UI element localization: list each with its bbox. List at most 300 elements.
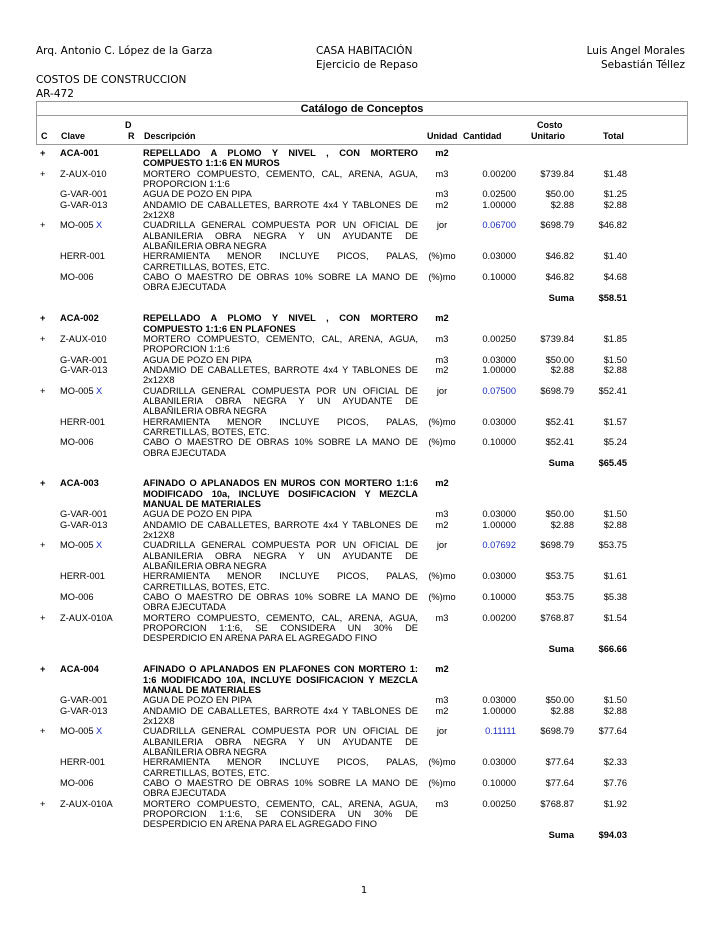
item-costo-unitario: $50.00 [545, 509, 574, 520]
item-cantidad: 0.00200 [482, 612, 516, 623]
suma-total: $94.03 [598, 829, 627, 840]
item-total: $1.57 [603, 416, 627, 427]
item-description: ALBANILERIA OBRA NEGRA Y UN AYUDANTE DE [143, 550, 418, 561]
item-cantidad: 0.07692 [482, 540, 516, 551]
item-description: AGUA DE POZO EN PIPA [143, 695, 252, 706]
section-spacer [36, 468, 686, 478]
item-description: OBRA EJECUTADA [143, 282, 226, 293]
item-total: $1.40 [603, 251, 627, 262]
item-cantidad: 0.03000 [482, 354, 516, 365]
item-cantidad: 0.03000 [482, 251, 516, 262]
item-row-continuation [36, 427, 686, 437]
item-description: AGUA DE POZO EN PIPA [143, 509, 252, 520]
suma-label: Suma [548, 457, 574, 468]
item-costo-unitario: $2.88 [550, 364, 574, 375]
item-clave: G-VAR-013 [60, 705, 108, 716]
item-costo-unitario: $46.82 [545, 272, 574, 283]
item-total: $5.38 [603, 592, 627, 603]
concept-row-continuation [36, 675, 686, 685]
item-costo-unitario: $77.64 [545, 777, 574, 788]
item-description: CABO O MAESTRO DE OBRAS 10% SOBRE LA MANO DE [143, 272, 418, 283]
item-description: PROPORCION 1:1:6, SE CONSIDERA UN 30% DE [143, 808, 418, 819]
item-description: ALBAÑILERIA OBRA NEGRA [143, 561, 267, 572]
item-row [36, 592, 686, 602]
suma-label: Suma [548, 829, 574, 840]
item-clave: MO-006 [60, 777, 94, 788]
item-description: HERRAMIENTA MENOR INCLUYE PICOS, PALAS, [143, 416, 418, 427]
expand-plus-icon: + [40, 313, 46, 324]
item-unidad: (%)mo [428, 571, 456, 582]
item-clave: MO-005 [60, 726, 94, 737]
expand-plus-icon: + [40, 220, 46, 231]
item-row [36, 540, 686, 550]
item-description: CABO O MAESTRO DE OBRAS 10% SOBRE LA MANO DE [143, 437, 418, 448]
item-description: ALBAÑILERIA OBRA NEGRA [143, 406, 267, 417]
item-row [36, 355, 686, 365]
item-unidad: jor [436, 385, 448, 396]
item-total: $53.75 [598, 540, 627, 551]
concept-description: REPELLADO A PLOMO Y NIVEL , CON MORTERO [143, 148, 418, 158]
concept-unidad: m2 [435, 478, 449, 489]
item-description: ANDAMIO DE CABALLETES, BARROTE 4x4 Y TABLONES DE [143, 199, 418, 210]
item-costo-unitario: $53.75 [545, 571, 574, 582]
item-x-mark: X [96, 220, 103, 231]
concept-description: COMPUESTO 1:1:6 EN MUROS [143, 158, 280, 169]
item-unidad: m3 [435, 695, 449, 706]
item-description: ANDAMIO DE CABALLETES, BARROTE 4x4 Y TABLONES DE [143, 519, 418, 530]
item-clave: Z-AUX-010A [60, 612, 113, 623]
concept-description: MANUAL DE MATERIALES [143, 684, 261, 695]
concept-description: MODIFICADO 10a, INCLUYE DOSIFICACION Y MEZCLA [143, 488, 418, 499]
concept-description: AFINADO O APLANADOS EN PLAFONES CON MORTERO 1: [143, 664, 418, 675]
item-row-continuation [36, 406, 686, 416]
item-row-continuation [36, 530, 686, 540]
item-description: HERRAMIENTA MENOR INCLUYE PICOS, PALAS, [143, 251, 418, 262]
item-x-mark: X [96, 726, 103, 737]
item-row-continuation [36, 179, 686, 189]
concept-row-continuation [36, 158, 686, 168]
item-total: $52.41 [598, 385, 627, 396]
catalog-title: Catálogo de Conceptos [36, 101, 688, 116]
concept-clave: ACA-002 [60, 313, 99, 324]
item-total: $1.50 [603, 509, 627, 520]
item-description: 2x12X8 [143, 715, 175, 726]
item-description: MORTERO COMPUESTO, CEMENTO, CAL, ARENA, AGUA, [143, 798, 418, 809]
item-cantidad: 0.10000 [482, 272, 516, 283]
item-unidad: m3 [435, 612, 449, 623]
item-cantidad: 0.03000 [482, 416, 516, 427]
item-description: DESPERDICIO EN ARENA PARA EL AGREGADO FINO [143, 819, 378, 830]
item-description: ALBANILERIA OBRA NEGRA Y UN AYUDANTE DE [143, 230, 418, 241]
item-description: CARRETILLAS, BOTES, ETC. [143, 767, 270, 778]
item-total: $1.54 [603, 612, 627, 623]
item-description: ANDAMIO DE CABALLETES, BARROTE 4x4 Y TABLONES DE [143, 705, 418, 716]
concept-description: REPELLADO A PLOMO Y NIVEL , CON MORTERO [143, 313, 418, 324]
item-row-continuation [36, 448, 686, 458]
item-total: $1.48 [603, 168, 627, 179]
concept-row-continuation [36, 489, 686, 499]
expand-plus-icon: + [40, 664, 46, 675]
item-description: ALBANILERIA OBRA NEGRA Y UN AYUDANTE DE [143, 395, 418, 406]
item-clave: MO-005 [60, 385, 94, 396]
item-costo-unitario: $698.79 [540, 385, 574, 396]
item-row-continuation [36, 231, 686, 241]
item-unidad: (%)mo [428, 416, 456, 427]
concept-row-continuation [36, 324, 686, 334]
concept-row [36, 148, 686, 158]
col-clave: Clave [61, 131, 86, 141]
suma-row [36, 644, 686, 654]
document-title: CASA HABITACIÓN [316, 45, 413, 57]
item-clave: G-VAR-013 [60, 519, 108, 530]
item-costo-unitario: $2.88 [550, 519, 574, 530]
item-total: $4.68 [603, 272, 627, 283]
item-description: AGUA DE POZO EN PIPA [143, 189, 252, 200]
item-unidad: m3 [435, 798, 449, 809]
page-number: 1 [360, 885, 368, 896]
item-description: CUADRILLA GENERAL COMPUESTA POR UN OFICIAL DE [143, 220, 418, 231]
item-description: 2x12X8 [143, 530, 175, 541]
item-description: ALBAÑILERIA OBRA NEGRA [143, 746, 267, 757]
item-unidad: m2 [435, 199, 449, 210]
concept-row [36, 478, 686, 488]
item-row [36, 272, 686, 282]
item-clave: G-VAR-013 [60, 199, 108, 210]
expand-plus-icon: + [40, 798, 46, 809]
item-costo-unitario: $46.82 [545, 251, 574, 262]
item-costo-unitario: $739.84 [540, 333, 574, 344]
item-description: PROPORCION 1:1:6 [143, 344, 230, 355]
item-clave: G-VAR-001 [60, 695, 108, 706]
item-cantidad: 0.03000 [482, 757, 516, 768]
item-cantidad: 0.10000 [482, 437, 516, 448]
item-row-continuation [36, 633, 686, 643]
item-unidad: m3 [435, 189, 449, 200]
concept-row-continuation [36, 685, 686, 695]
item-unidad: jor [436, 726, 448, 737]
item-description: 2x12X8 [143, 210, 175, 221]
item-clave: HERR-001 [60, 416, 105, 427]
item-row-continuation [36, 210, 686, 220]
item-row-continuation [36, 241, 686, 251]
item-row-continuation [36, 375, 686, 385]
item-x-mark: X [96, 385, 103, 396]
suma-total: $66.66 [598, 643, 627, 654]
item-costo-unitario: $768.87 [540, 612, 574, 623]
col-unidad: Unidad [427, 131, 458, 141]
item-cantidad: 0.00250 [482, 798, 516, 809]
item-clave: HERR-001 [60, 571, 105, 582]
item-costo-unitario: $698.79 [540, 540, 574, 551]
item-cantidad: 0.00250 [482, 333, 516, 344]
item-costo-unitario: $739.84 [540, 168, 574, 179]
item-total: $7.76 [603, 777, 627, 788]
suma-row [36, 293, 686, 303]
item-row [36, 365, 686, 375]
item-unidad: (%)mo [428, 437, 456, 448]
item-costo-unitario: $52.41 [545, 416, 574, 427]
item-cantidad: 0.07500 [482, 385, 516, 396]
item-unidad: (%)mo [428, 251, 456, 262]
item-description: CUADRILLA GENERAL COMPUESTA POR UN OFICIAL DE [143, 385, 418, 396]
item-total: $5.24 [603, 437, 627, 448]
concept-row [36, 313, 686, 323]
item-row [36, 386, 686, 396]
item-total: $1.50 [603, 354, 627, 365]
item-clave: G-VAR-001 [60, 509, 108, 520]
concept-unidad: m2 [435, 313, 449, 324]
col-d: D [125, 120, 132, 130]
item-cantidad: 1.00000 [482, 519, 516, 530]
item-clave: Z-AUX-010 [60, 168, 107, 179]
item-costo-unitario: $2.88 [550, 705, 574, 716]
item-total: $2.88 [603, 519, 627, 530]
author-right-1: Luis Angel Morales [586, 45, 685, 57]
item-row-continuation [36, 768, 686, 778]
item-row [36, 251, 686, 261]
author-right-2: Sebastián Téllez [600, 59, 685, 71]
item-cantidad: 0.02500 [482, 189, 516, 200]
item-description: CUADRILLA GENERAL COMPUESTA POR UN OFICIAL DE [143, 726, 418, 737]
suma-label: Suma [548, 292, 574, 303]
item-unidad: (%)mo [428, 777, 456, 788]
item-description: CABO O MAESTRO DE OBRAS 10% SOBRE LA MANO DE [143, 592, 418, 603]
suma-row [36, 830, 686, 840]
item-row-continuation [36, 551, 686, 561]
item-row [36, 571, 686, 581]
item-description: ALBANILERIA OBRA NEGRA Y UN AYUDANTE DE [143, 736, 418, 747]
concept-description: COMPUESTO 1:1:6 EN PLAFONES [143, 323, 296, 334]
item-clave: Z-AUX-010 [60, 333, 107, 344]
item-row [36, 706, 686, 716]
item-clave: G-VAR-001 [60, 354, 108, 365]
col-c: C [41, 131, 48, 141]
item-clave: MO-005 [60, 540, 94, 551]
expand-plus-icon: + [40, 726, 46, 737]
item-clave: MO-006 [60, 437, 94, 448]
item-description: CABO O MAESTRO DE OBRAS 10% SOBRE LA MANO DE [143, 777, 418, 788]
item-description: 2x12X8 [143, 375, 175, 386]
item-description: MORTERO COMPUESTO, CEMENTO, CAL, ARENA, AGUA, [143, 333, 418, 344]
expand-plus-icon: + [40, 148, 46, 158]
item-unidad: jor [436, 220, 448, 231]
item-row [36, 200, 686, 210]
item-clave: MO-005 [60, 220, 94, 231]
item-row-continuation [36, 582, 686, 592]
item-total: $1.61 [603, 571, 627, 582]
item-row-continuation [36, 396, 686, 406]
item-costo-unitario: $50.00 [545, 695, 574, 706]
concept-description: MANUAL DE MATERIALES [143, 499, 261, 509]
section-spacer [36, 303, 686, 313]
expand-plus-icon: + [40, 333, 46, 344]
item-cantidad: 0.03000 [482, 509, 516, 520]
expand-plus-icon: + [40, 612, 46, 623]
item-description: CARRETILLAS, BOTES, ETC. [143, 581, 270, 592]
item-cantidad: 0.03000 [482, 695, 516, 706]
item-clave: HERR-001 [60, 251, 105, 262]
course-name: COSTOS DE CONSTRUCCION [36, 74, 187, 86]
item-row [36, 778, 686, 788]
item-unidad: (%)mo [428, 592, 456, 603]
item-row-continuation [36, 819, 686, 829]
expand-plus-icon: + [40, 168, 46, 179]
item-description: CUADRILLA GENERAL COMPUESTA POR UN OFICIAL DE [143, 540, 418, 551]
concept-table [36, 148, 686, 840]
item-description: ANDAMIO DE CABALLETES, BARROTE 4x4 Y TABLONES DE [143, 364, 418, 375]
col-cantidad: Cantidad [463, 131, 502, 141]
author-left: Arq. Antonio C. López de la Garza [36, 45, 213, 57]
item-cantidad: 0.11111 [485, 726, 516, 737]
item-costo-unitario: $768.87 [540, 798, 574, 809]
item-cantidad: 1.00000 [482, 199, 516, 210]
item-description: OBRA EJECUTADA [143, 602, 226, 613]
item-cantidad: 0.10000 [482, 777, 516, 788]
col-r: R [128, 131, 135, 141]
item-row [36, 726, 686, 736]
item-description: HERRAMIENTA MENOR INCLUYE PICOS, PALAS, [143, 757, 418, 768]
item-costo-unitario: $53.75 [545, 592, 574, 603]
item-cantidad: 1.00000 [482, 364, 516, 375]
item-row [36, 509, 686, 519]
item-row-continuation [36, 788, 686, 798]
item-unidad: (%)mo [428, 272, 456, 283]
item-row-continuation [36, 737, 686, 747]
column-header-row [36, 115, 688, 145]
item-row [36, 799, 686, 809]
col-total: Total [603, 131, 624, 141]
item-row-continuation [36, 561, 686, 571]
item-row [36, 437, 686, 447]
concept-clave: ACA-003 [60, 478, 99, 489]
item-costo-unitario: $50.00 [545, 354, 574, 365]
item-row-continuation [36, 747, 686, 757]
item-row-continuation [36, 344, 686, 354]
item-cantidad: 0.06700 [482, 220, 516, 231]
item-total: $2.33 [603, 757, 627, 768]
item-cantidad: 0.03000 [482, 571, 516, 582]
item-description: MORTERO COMPUESTO, CEMENTO, CAL, ARENA, AGUA, [143, 168, 418, 179]
item-unidad: jor [436, 540, 448, 551]
concept-description: AFINADO O APLANADOS EN MUROS CON MORTERO 1:1:6 [143, 478, 418, 489]
suma-label: Suma [548, 643, 574, 654]
item-clave: G-VAR-013 [60, 364, 108, 375]
item-row-continuation [36, 809, 686, 819]
item-unidad: m3 [435, 509, 449, 520]
item-total: $1.25 [603, 189, 627, 200]
item-total: $2.88 [603, 364, 627, 375]
item-description: CARRETILLAS, BOTES, ETC. [143, 426, 270, 437]
item-description: AGUA DE POZO EN PIPA [143, 354, 252, 365]
item-unidad: m3 [435, 354, 449, 365]
item-unidad: m2 [435, 364, 449, 375]
item-unidad: m2 [435, 519, 449, 530]
suma-row [36, 458, 686, 468]
expand-plus-icon: + [40, 478, 46, 489]
item-description: OBRA EJECUTADA [143, 447, 226, 458]
item-description: ALBAÑILERIA OBRA NEGRA [143, 241, 267, 252]
item-unidad: m2 [435, 705, 449, 716]
suma-total: $65.45 [598, 457, 627, 468]
item-row-continuation [36, 262, 686, 272]
item-cantidad: 1.00000 [482, 705, 516, 716]
concept-unidad: m2 [435, 148, 449, 158]
item-x-mark: X [96, 540, 103, 551]
item-costo-unitario: $52.41 [545, 437, 574, 448]
item-description: PROPORCION 1:1:6, SE CONSIDERA UN 30% DE [143, 623, 418, 634]
item-unidad: (%)mo [428, 757, 456, 768]
item-clave: G-VAR-001 [60, 189, 108, 200]
item-costo-unitario: $698.79 [540, 220, 574, 231]
suma-total: $58.51 [598, 292, 627, 303]
item-row [36, 169, 686, 179]
item-unidad: m3 [435, 333, 449, 344]
item-description: DESPERDICIO EN ARENA PARA EL AGREGADO FINO [143, 633, 378, 644]
item-costo-unitario: $50.00 [545, 189, 574, 200]
item-row [36, 757, 686, 767]
expand-plus-icon: + [40, 540, 46, 551]
concept-clave: ACA-004 [60, 664, 99, 675]
item-row [36, 613, 686, 623]
item-row [36, 334, 686, 344]
expand-plus-icon: + [40, 385, 46, 396]
item-row [36, 417, 686, 427]
item-description: OBRA EJECUTADA [143, 788, 226, 799]
concept-row-continuation [36, 499, 686, 509]
item-costo-unitario: $2.88 [550, 199, 574, 210]
item-costo-unitario: $698.79 [540, 726, 574, 737]
item-clave: MO-006 [60, 592, 94, 603]
item-costo-unitario: $77.64 [545, 757, 574, 768]
item-total: $46.82 [598, 220, 627, 231]
col-unitario: Unitario [531, 131, 566, 141]
item-description: MORTERO COMPUESTO, CEMENTO, CAL, ARENA, AGUA, [143, 612, 418, 623]
section-spacer [36, 654, 686, 664]
concept-clave: ACA-001 [60, 148, 99, 158]
item-row [36, 189, 686, 199]
item-clave: MO-006 [60, 272, 94, 283]
item-unidad: m3 [435, 168, 449, 179]
item-cantidad: 0.10000 [482, 592, 516, 603]
item-total: $2.88 [603, 199, 627, 210]
col-descripcion: Descripción [144, 131, 196, 141]
col-costo: Costo [537, 120, 563, 130]
item-row-continuation [36, 282, 686, 292]
item-cantidad: 0.00200 [482, 168, 516, 179]
item-row [36, 520, 686, 530]
item-row [36, 695, 686, 705]
item-row-continuation [36, 623, 686, 633]
document-subtitle: Ejercicio de Repaso [316, 59, 418, 71]
concept-description: 1:6 MODIFICADO 10A, INCLUYE DOSIFICACION Y MEZCLA [143, 674, 418, 685]
item-total: $2.88 [603, 705, 627, 716]
item-total: $1.85 [603, 333, 627, 344]
item-description: CARRETILLAS, BOTES, ETC. [143, 261, 270, 272]
item-total: $1.50 [603, 695, 627, 706]
item-description: PROPORCION 1:1:6 [143, 179, 230, 190]
item-clave: Z-AUX-010A [60, 798, 113, 809]
item-description: HERRAMIENTA MENOR INCLUYE PICOS, PALAS, [143, 571, 418, 582]
item-row-continuation [36, 716, 686, 726]
item-total: $1.92 [603, 798, 627, 809]
concept-unidad: m2 [435, 664, 449, 675]
concept-row [36, 664, 686, 674]
item-row [36, 220, 686, 230]
item-total: $77.64 [598, 726, 627, 737]
item-clave: HERR-001 [60, 757, 105, 768]
course-code: AR-472 [36, 88, 74, 100]
item-row-continuation [36, 602, 686, 612]
